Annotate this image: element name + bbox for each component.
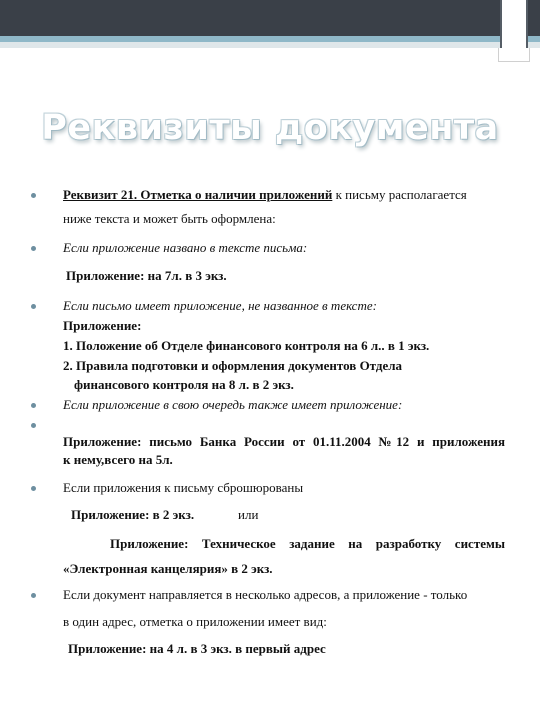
p1-line1 (63, 187, 467, 203)
p4-example-line1: Приложение: письмо Банка России от 01.11.2004 №12 и приложения (63, 434, 505, 449)
p5-condition: Если приложения к письму сброшюрованы (63, 480, 304, 495)
corner-tab-decoration (498, 48, 530, 62)
p5-alt-example: Приложение: Техническое задание на разработку системы (110, 536, 505, 551)
p3-item-1: 1. Положение об Отделе финансового контроля на 6 л.. в 1 экз. (63, 338, 430, 353)
bullet-marker (31, 423, 36, 428)
p1-line1-rest: к письму располагается (332, 187, 467, 202)
bullet-marker (31, 486, 36, 491)
header-bar (0, 0, 540, 36)
p3-condition: Если письмо имеет приложение, не названное в тексте: (63, 298, 377, 313)
corner-decoration (500, 0, 528, 48)
bullet-marker (31, 246, 36, 251)
bullet-marker (31, 193, 36, 198)
requisite-heading: Реквизит 21. Отметка о наличии приложений (63, 187, 333, 202)
header-light-stripe (0, 42, 540, 48)
slide-title: Реквизиты документа (41, 108, 499, 148)
p2-example: Приложение: на 7л. в 3 экз. (66, 268, 227, 283)
p6-example: Приложение: на 4 л. в 3 экз. в первый адрес (68, 641, 326, 656)
bullet-marker (31, 304, 36, 309)
p6-line2: в один адрес, отметка о приложении имеет вид: (63, 614, 327, 629)
p4-example-line2: к нему,всего на 5л. (63, 452, 173, 467)
p5-or: или (238, 507, 259, 522)
p1-line2: ниже текста и может быть оформлена: (63, 211, 276, 226)
p2-condition: Если приложение названо в тексте письма: (63, 240, 308, 255)
p5-example: Приложение: в 2 экз. (71, 507, 195, 522)
p5-alt-example-cont: «Электронная канцелярия» в 2 экз. (63, 561, 273, 576)
p3-item-2-cont: финансового контроля на 8 л. в 2 экз. (74, 377, 294, 392)
bullet-marker (31, 403, 36, 408)
p3-label: Приложение: (63, 318, 142, 333)
bullet-marker (31, 593, 36, 598)
p6-line1: Если документ направляется в несколько адресов, а приложение - только (63, 587, 468, 602)
p4-condition: Если приложение в свою очередь также имеет приложение: (63, 397, 403, 412)
p3-item-2: 2. Правила подготовки и оформления документов Отдела (63, 358, 403, 373)
